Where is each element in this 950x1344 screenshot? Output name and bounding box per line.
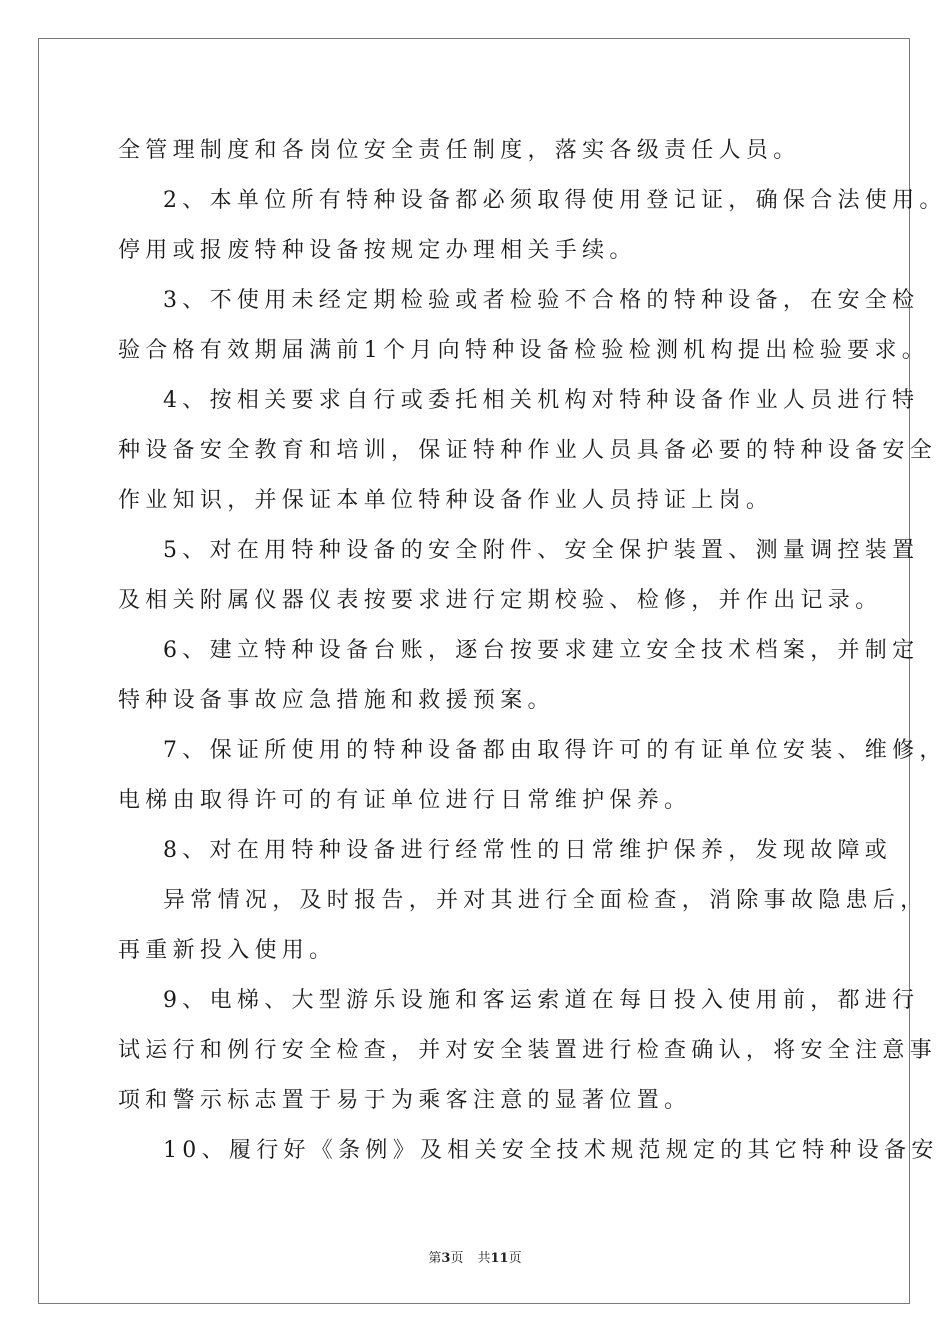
paragraph-line: 验合格有效期届满前1个月向特种设备检验检测机构提出检验要求。: [118, 338, 929, 363]
paragraph-line: 特种设备事故应急措施和救援预案。: [118, 688, 555, 713]
paragraph-line: 10、履行好《条例》及相关安全技术规范规定的其它特种设备安: [163, 1138, 939, 1163]
page-footer: [0, 1247, 950, 1266]
page-suffix: 页: [450, 1251, 464, 1266]
paragraph-line: 2、本单位所有特种设备都必须取得使用登记证，确保合法使用。: [163, 188, 947, 213]
paragraph-line: 8、对在用特种设备进行经常性的日常维护保养，发现故障或: [163, 838, 893, 863]
paragraph-line: 作业知识，并保证本单位特种设备作业人员持证上岗。: [118, 488, 774, 513]
paragraph-line: 项和警示标志置于易于为乘客注意的显著位置。: [118, 1088, 692, 1113]
paragraph-line: 7、保证所使用的特种设备都由取得许可的有证单位安装、维修，: [163, 738, 947, 763]
paragraph-line: 电梯由取得许可的有证单位进行日常维护保养。: [118, 788, 692, 813]
paragraph-line: 种设备安全教育和培训，保证特种作业人员具备必要的特种设备安全: [118, 438, 938, 463]
page-prefix: 第: [428, 1251, 442, 1266]
paragraph-line: 9、电梯、大型游乐设施和客运索道在每日投入使用前，都进行: [163, 988, 920, 1013]
paragraph-line: 3、不使用未经定期检验或者检验不合格的特种设备，在安全检: [163, 288, 920, 313]
page-number: 3: [441, 1251, 451, 1266]
paragraph-line: 6、建立特种设备台账，逐台按要求建立安全技术档案，并制定: [163, 638, 920, 663]
paragraph-line: 4、按相关要求自行或委托相关机构对特种设备作业人员进行特: [163, 388, 920, 413]
total-prefix: 共: [477, 1251, 491, 1266]
paragraph-line: 及相关附属仪器仪表按要求进行定期校验、检修，并作出记录。: [118, 588, 883, 613]
paragraph-line: 异常情况，及时报告，并对其进行全面检查，消除事故隐患后，: [163, 888, 928, 913]
paragraph-line: 5、对在用特种设备的安全附件、安全保护装置、测量调控装置: [163, 538, 920, 563]
paragraph-line: 停用或报废特种设备按规定办理相关手续。: [118, 238, 637, 263]
paragraph-line: 全管理制度和各岗位安全责任制度，落实各级责任人员。: [118, 138, 801, 163]
total-suffix: 页: [508, 1251, 522, 1266]
paragraph-line: 再重新投入使用。: [118, 938, 337, 963]
total-pages: 11: [490, 1251, 509, 1266]
paragraph-line: 试运行和例行安全检查，并对安全装置进行检查确认，将安全注意事: [118, 1038, 938, 1063]
